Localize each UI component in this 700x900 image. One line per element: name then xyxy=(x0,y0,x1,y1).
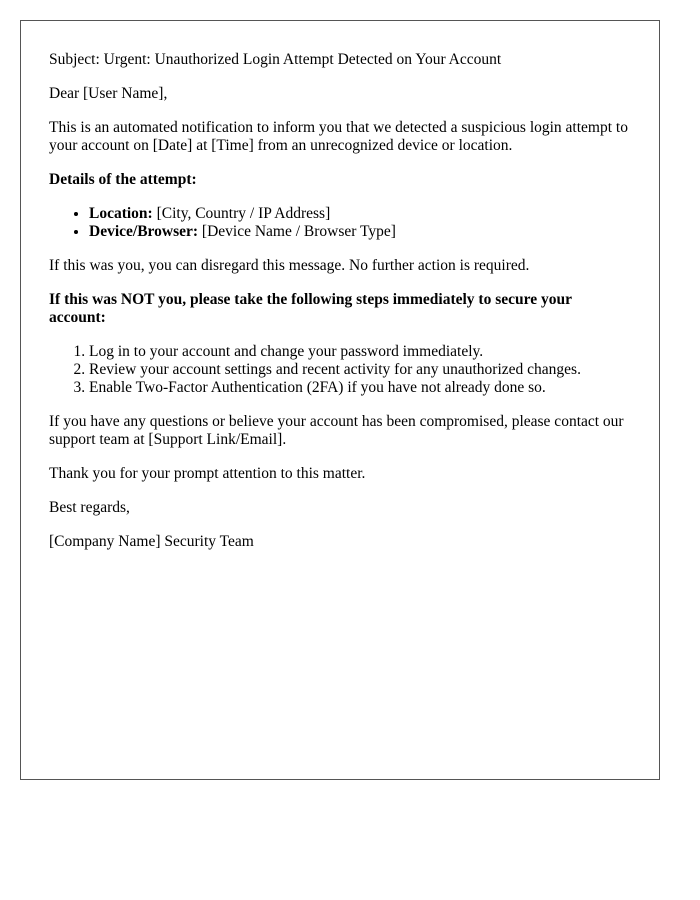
email-greeting: Dear [User Name], xyxy=(49,85,168,102)
step-item: 3. Enable Two-Factor Authentication (2FA) if you have not already done so. xyxy=(89,379,631,397)
if-not-heading: If this was NOT you, please take the following steps immediately to secure your account: xyxy=(49,291,572,326)
thanks-text: Thank you for your prompt attention to this matter. xyxy=(49,465,366,482)
step-item: 1. Log in to your account and change your password immediately. xyxy=(89,343,631,361)
detail-value: [Device Name / Browser Type] xyxy=(198,223,396,240)
detail-value: [City, Country / IP Address] xyxy=(152,205,331,222)
details-list xyxy=(49,205,631,241)
detail-label: Location: xyxy=(89,205,153,222)
if-you-text: If this was you, you can disregard this message. No further action is required. xyxy=(49,257,530,274)
contact-text: If you have any questions or believe your account has been compromised, please contact our support team at [Support Link/Email]. xyxy=(49,413,624,448)
details-heading: Details of the attempt: xyxy=(49,171,197,188)
closing-text: Best regards, xyxy=(49,499,130,516)
signature-text: [Company Name] Security Team xyxy=(49,533,254,550)
email-letter xyxy=(20,20,660,780)
email-subject: Subject: Urgent: Unauthorized Login Attempt Detected on Your Account xyxy=(49,51,502,68)
steps-list xyxy=(49,343,631,397)
detail-label: Device/Browser: xyxy=(89,223,199,240)
step-item: 2. Review your account settings and recent activity for any unauthorized changes. xyxy=(89,361,631,379)
detail-item-location xyxy=(89,205,631,223)
email-intro: This is an automated notification to inform you that we detected a suspicious login attempt to your account on [Date] at [Time] from an unrecognized device or location. xyxy=(49,119,628,154)
detail-item-device xyxy=(89,223,631,241)
